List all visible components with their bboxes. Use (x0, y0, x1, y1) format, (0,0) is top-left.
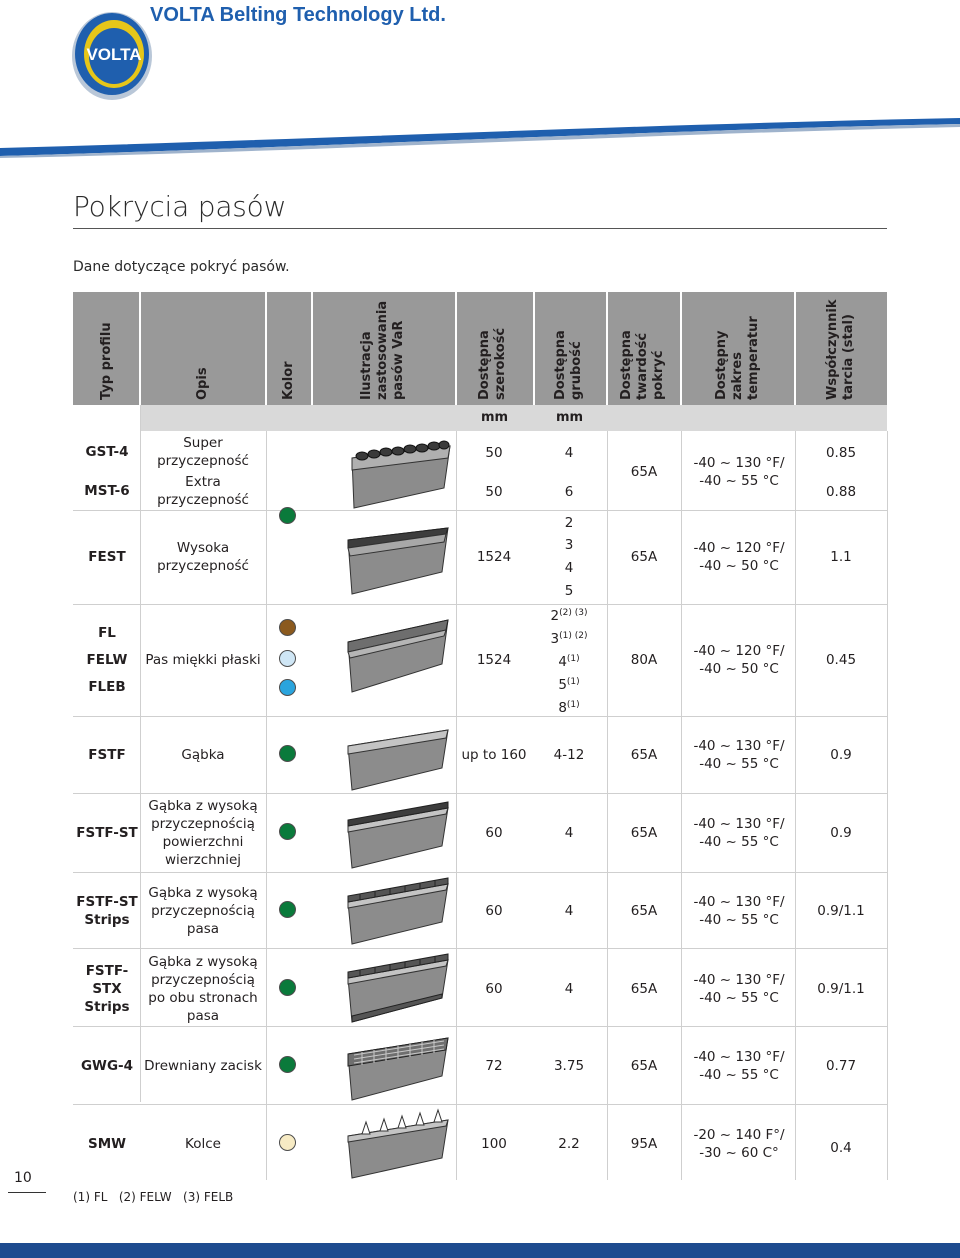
header-thickness: Dostępna grubość (553, 330, 584, 400)
width-fest: 1524 (476, 549, 512, 565)
temp2-fstf: -40 ~ 55 °C (699, 756, 779, 772)
friction-fstf-stx: 0.9/1.1 (817, 981, 865, 997)
thickness-fest-3: 4 (564, 560, 574, 576)
belt-illustration-smw (340, 1108, 452, 1180)
thickness-fl-5: 8$^{(1)}$ (558, 700, 580, 716)
desc-gwg4: Drewniany zacisk (144, 1058, 262, 1074)
thickness-fstf-st: 4 (564, 825, 574, 841)
page-title: Pokrycia pasów (73, 190, 287, 223)
profile-mst6: MST-6 (84, 483, 130, 499)
hardness-smw: 95A (630, 1136, 658, 1152)
temp2-gst-mst: -40 ~ 55 °C (699, 473, 779, 489)
profile-gst4: GST-4 (85, 444, 129, 460)
thickness-fl-2: $3^{(1) (2)}$ (550, 631, 588, 647)
thickness-mst6: 6 (564, 484, 574, 500)
desc-fstf-st-strips-1: Gąbka z wysoką (148, 885, 258, 901)
temp1-fl: -40 ~ 120 °F/ (693, 643, 785, 659)
profile-fstf-st-strips-1: FSTF-ST (76, 894, 138, 910)
svg-text:VOLTA: VOLTA (86, 45, 142, 64)
header-hardness: Dostępna twardość pokryć (619, 330, 666, 400)
thickness-fstf: 4-12 (553, 747, 585, 763)
grid-line (456, 431, 457, 1180)
units-row (141, 405, 887, 431)
page-subtitle: Dane dotyczące pokryć pasów. (73, 259, 290, 275)
profile-fl: FL (98, 625, 116, 641)
thickness-smw: 2.2 (558, 1136, 580, 1152)
friction-fstf: 0.9 (830, 747, 852, 763)
hardness-fstf-stx: 65A (630, 981, 658, 997)
width-fstf: up to 160 (461, 747, 527, 763)
thickness-fest-1: 2 (564, 515, 574, 531)
desc-fstf-stx-4: pasa (186, 1008, 220, 1024)
grid-line (887, 431, 888, 1180)
profile-fstf-stx-1: FSTF- (85, 963, 129, 979)
grid-line (73, 948, 887, 949)
grid-line (73, 716, 887, 717)
width-unit: mm (481, 410, 509, 425)
friction-fstf-st-strips: 0.9/1.1 (817, 903, 865, 919)
temp2-fstf-st: -40 ~ 55 °C (699, 834, 779, 850)
profile-fstf-st: FSTF-ST (76, 825, 138, 841)
profile-fest: FEST (88, 549, 126, 565)
profile-fstf-st-strips-2: Strips (84, 912, 130, 928)
profile-fstf-stx-2: STX (92, 981, 122, 997)
desc-fstf-stx-2: przyczepnością (151, 972, 255, 988)
desc-fstf: Gąbka (181, 747, 225, 763)
temp2-fstf-st-strips: -40 ~ 55 °C (699, 912, 779, 928)
color-green-dot (279, 1056, 296, 1073)
friction-fest: 1.1 (830, 549, 852, 565)
friction-gwg4: 0.77 (825, 1058, 857, 1074)
width-fstf-st: 60 (485, 825, 503, 841)
width-gwg4: 72 (485, 1058, 503, 1074)
desc-fl: Pas miękki płaski (145, 652, 261, 668)
temp2-fl: -40 ~ 50 °C (699, 661, 779, 677)
belt-illustration-fstf-stx (340, 952, 452, 1024)
volta-logo (60, 0, 160, 112)
bottom-bar (0, 1243, 960, 1258)
hardness-gst-mst: 65A (630, 464, 658, 480)
grid-line (73, 1026, 887, 1027)
thickness-fstf-st-strips: 4 (564, 903, 574, 919)
desc-smw: Kolce (185, 1136, 221, 1152)
color-blue-dot (279, 679, 296, 696)
belt-illustration-gwg4 (340, 1032, 452, 1102)
color-green-dot (279, 507, 296, 524)
desc-fstf-st-4: wierzchniej (164, 852, 242, 868)
hardness-fest: 65A (630, 549, 658, 565)
thickness-gst4: 4 (564, 445, 574, 461)
belt-illustration-fest (340, 520, 452, 598)
width-fstf-stx: 60 (485, 981, 503, 997)
color-cream-dot (279, 1134, 296, 1151)
hardness-fstf-st: 65A (630, 825, 658, 841)
color-green-dot (279, 979, 296, 996)
temp1-fest: -40 ~ 120 °F/ (693, 540, 785, 556)
profile-smw: SMW (87, 1136, 127, 1152)
hardness-fstf: 65A (630, 747, 658, 763)
temp2-gwg4: -40 ~ 55 °C (699, 1067, 779, 1083)
profile-fleb: FLEB (88, 679, 126, 695)
belt-illustration-fstf-st (340, 800, 452, 870)
color-green-dot (279, 901, 296, 918)
header-color: Kolor (281, 361, 296, 400)
temp1-fstf: -40 ~ 130 °F/ (693, 738, 785, 754)
profile-fstf-stx-3: Strips (84, 999, 130, 1015)
footnote: (1) FL (2) FELW (3) FELB (73, 1190, 234, 1204)
profile-felw: FELW (86, 652, 128, 668)
temp2-smw: -30 ~ 60 C° (699, 1145, 779, 1161)
belt-illustration-fstf-st-strips (340, 876, 452, 946)
friction-gst4: 0.85 (825, 445, 857, 461)
header-profile: Typ profilu (99, 322, 114, 400)
width-fl: 1524 (476, 652, 512, 668)
width-fstf-st-strips: 60 (485, 903, 503, 919)
title-rule (73, 228, 887, 229)
thickness-fstf-stx: 4 (564, 981, 574, 997)
temp2-fest: -40 ~ 50 °C (699, 558, 779, 574)
hardness-fstf-st-strips: 65A (630, 903, 658, 919)
grid-line (73, 793, 887, 794)
desc-fstf-st-1: Gąbka z wysoką (148, 798, 258, 814)
temp1-fstf-stx: -40 ~ 130 °F/ (693, 972, 785, 988)
grid-line (73, 1104, 887, 1105)
belt-illustration-gst-mst (340, 436, 452, 510)
friction-mst6: 0.88 (825, 484, 857, 500)
profile-gwg4: GWG-4 (80, 1058, 134, 1074)
temp1-gwg4: -40 ~ 130 °F/ (693, 1049, 785, 1065)
temp1-smw: -20 ~ 140 F°/ (693, 1127, 785, 1143)
header-temp: Dostępny zakres temperatur (714, 316, 761, 400)
friction-fstf-st: 0.9 (830, 825, 852, 841)
header-illustration: Ilustracja zastosowania pasów VaR (359, 300, 406, 400)
grid-line (795, 431, 796, 1180)
width-gst4: 50 (485, 445, 503, 461)
color-lightblue-dot (279, 650, 296, 667)
temp1-fstf-st-strips: -40 ~ 130 °F/ (693, 894, 785, 910)
page-number: 10 (14, 1170, 32, 1186)
desc-fstf-st-2: przyczepnością (151, 816, 255, 832)
header-friction: Współczynnik tarcia (stal) (825, 299, 856, 400)
grid-line (266, 431, 267, 1180)
grid-line (73, 510, 887, 511)
grid-line (73, 604, 887, 605)
header-desc: Opis (195, 367, 210, 400)
thickness-fl-4: 5$^{(1)}$ (558, 677, 580, 693)
desc-fstf-stx-3: po obu stronach (148, 990, 258, 1006)
thickness-unit: mm (556, 410, 584, 425)
grid-line (73, 872, 887, 873)
desc-fstf-stx-1: Gąbka z wysoką (148, 954, 258, 970)
desc-mst6: Extra przyczepność (157, 474, 249, 508)
desc-fstf-st-3: powierzchni (162, 834, 244, 850)
desc-gst4: Super przyczepność (157, 435, 249, 469)
grid-line (681, 431, 682, 1180)
color-brown-dot (279, 619, 296, 636)
color-green-dot (279, 745, 296, 762)
desc-fstf-st-strips-3: pasa (186, 921, 220, 937)
thickness-fest-2: 3 (564, 537, 574, 553)
hardness-fl: 80A (630, 652, 658, 668)
grid-line (607, 431, 608, 1180)
temp1-fstf-st: -40 ~ 130 °F/ (693, 816, 785, 832)
friction-fl: 0.45 (825, 652, 857, 668)
header-width: Dostępna szerokość (477, 327, 508, 400)
page-number-rule (8, 1192, 46, 1193)
friction-smw: 0.4 (830, 1140, 852, 1156)
desc-fstf-st-strips-2: przyczepnością (151, 903, 255, 919)
hardness-gwg4: 65A (630, 1058, 658, 1074)
header-swoosh (0, 118, 960, 158)
company-name: VOLTA Belting Technology Ltd. (150, 4, 446, 26)
thickness-fl-1: $2^{(2) (3)}$ (550, 608, 588, 624)
thickness-gwg4: 3.75 (553, 1058, 585, 1074)
desc-fest: Wysoka przyczepność (157, 540, 249, 574)
thickness-fl-3: 4$^{(1)}$ (558, 654, 580, 670)
color-green-dot (279, 823, 296, 840)
thickness-fest-4: 5 (564, 583, 574, 599)
belt-illustration-fl (340, 612, 452, 696)
belt-illustration-fstf (340, 724, 452, 792)
width-mst6: 50 (485, 484, 503, 500)
profile-fstf: FSTF (88, 747, 126, 763)
temp2-fstf-stx: -40 ~ 55 °C (699, 990, 779, 1006)
temp1-gst-mst: -40 ~ 130 °F/ (693, 455, 785, 471)
width-smw: 100 (481, 1136, 507, 1152)
